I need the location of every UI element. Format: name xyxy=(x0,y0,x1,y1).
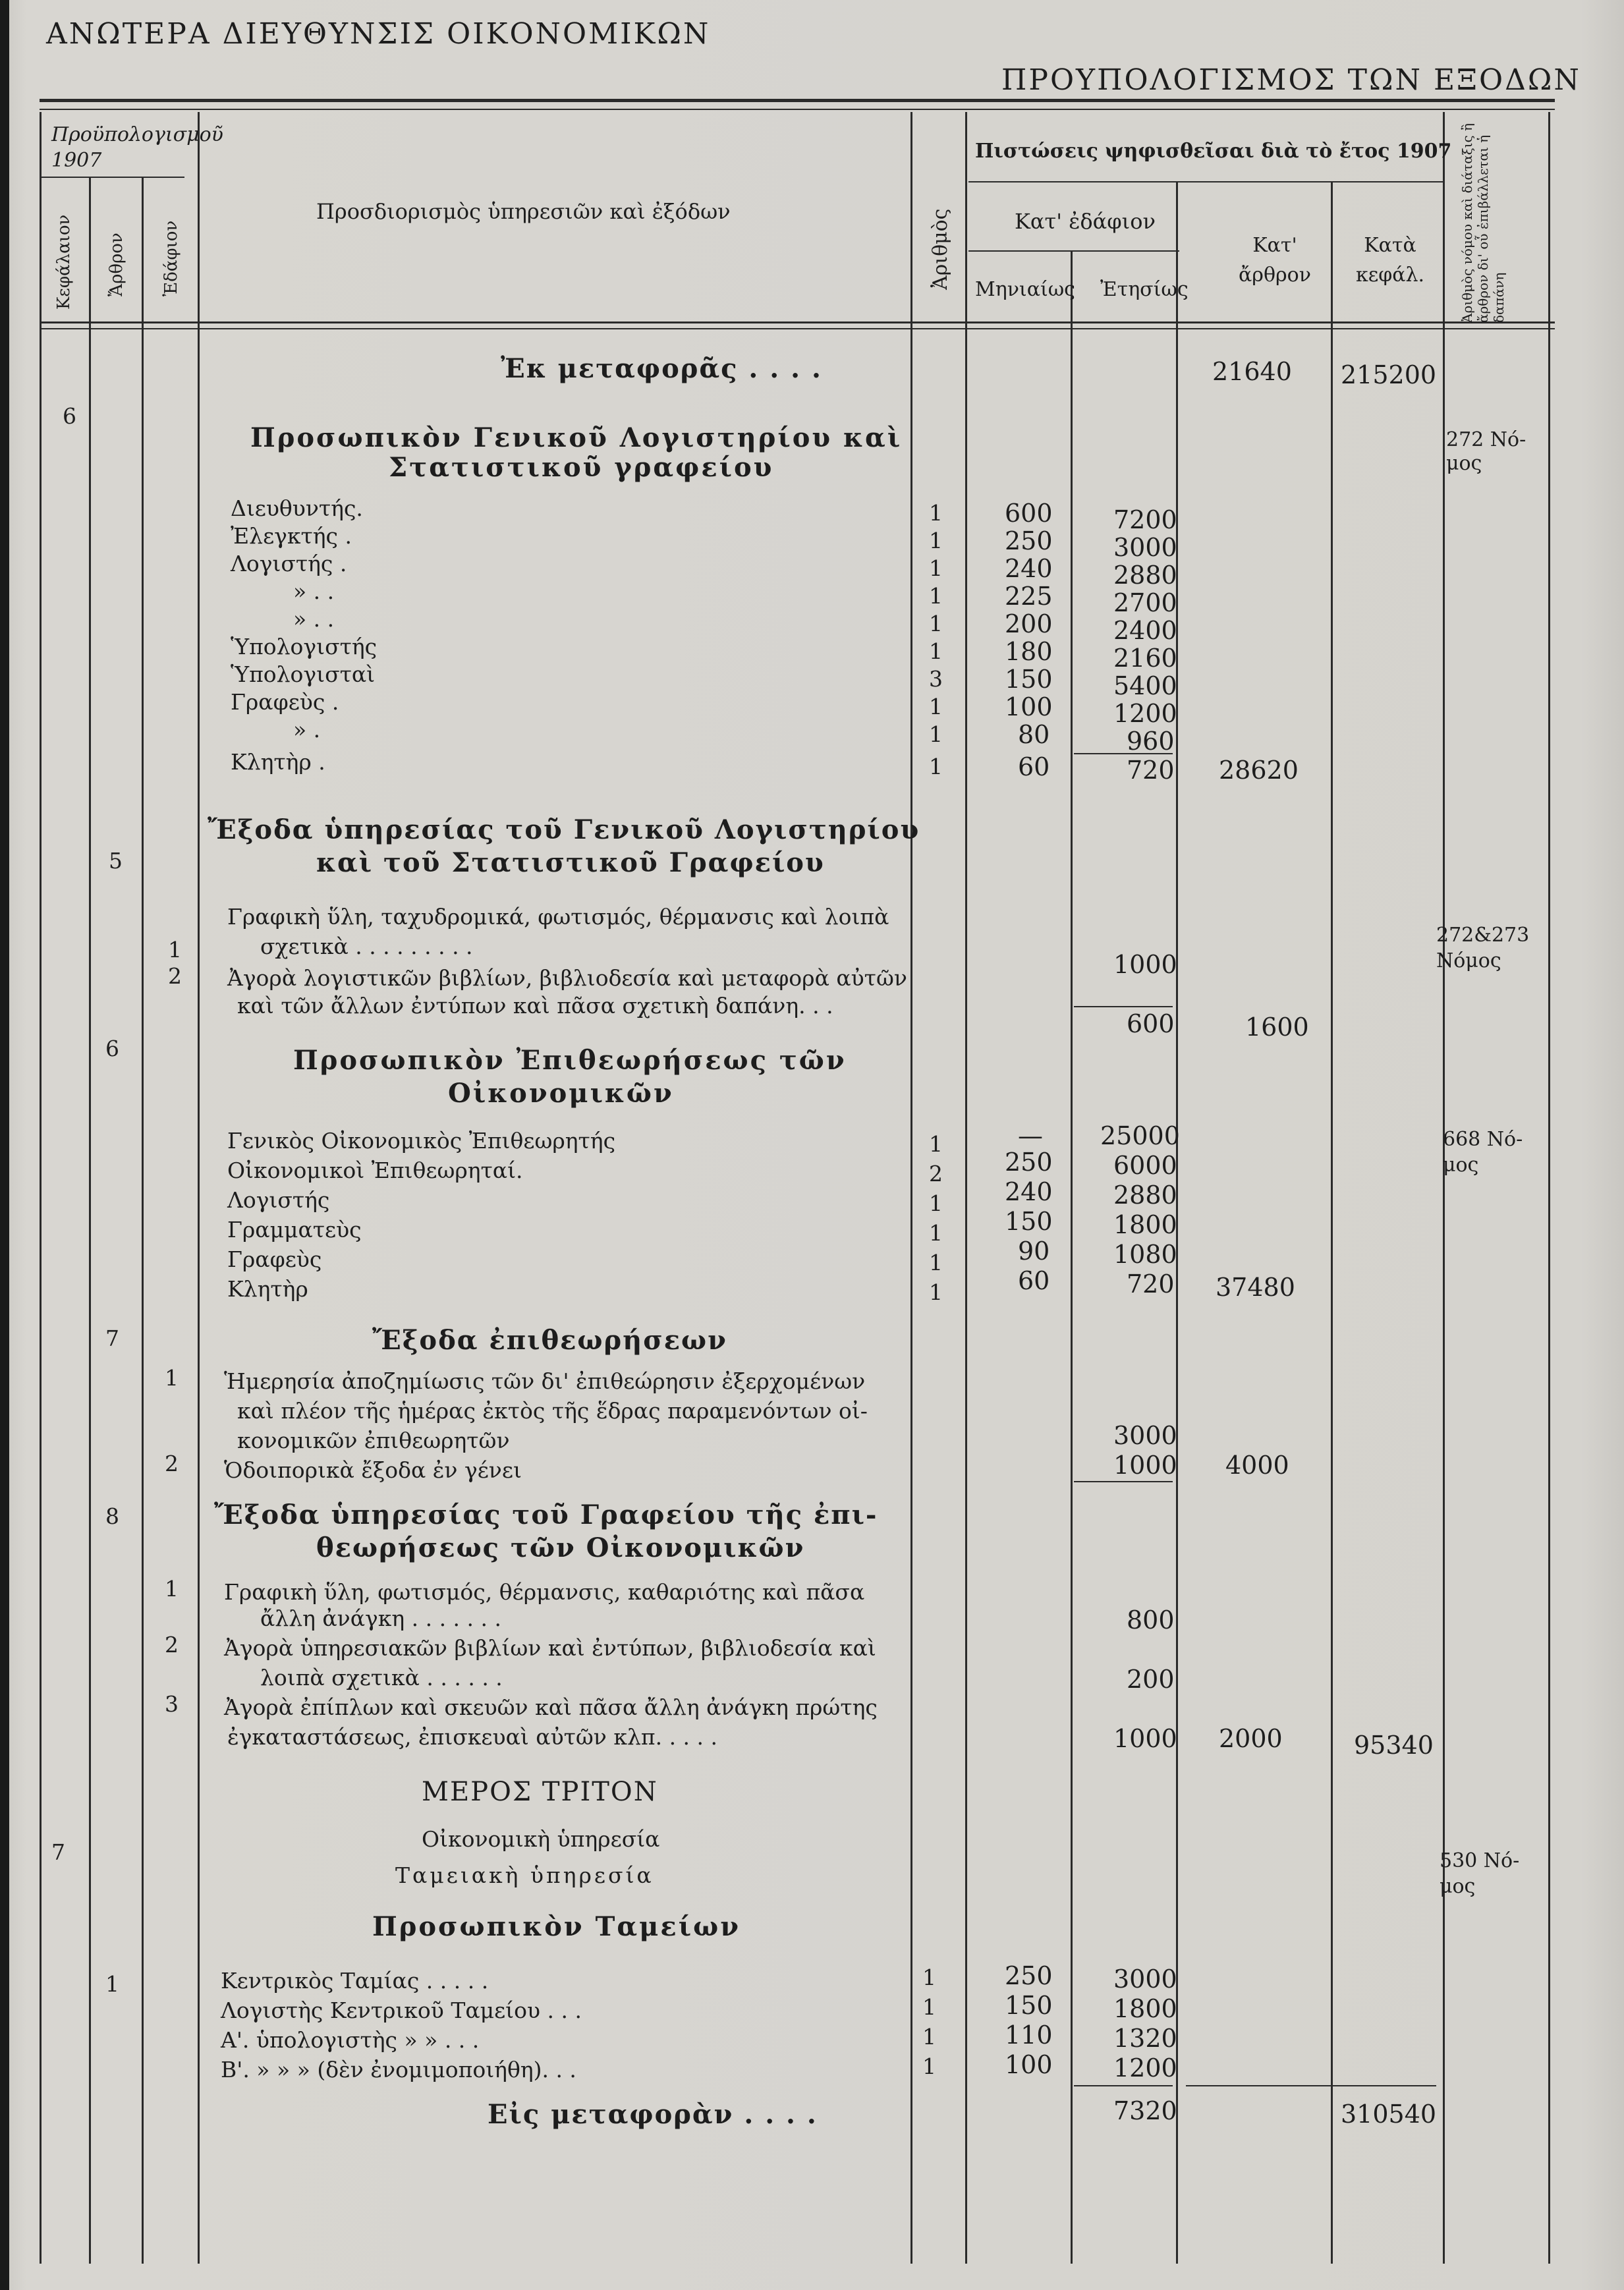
personnel-inspection-title-2: Οἰκονομικῶν xyxy=(448,1078,674,1109)
table-row-monthly: 110 xyxy=(1005,2021,1053,2050)
header-bottom-border xyxy=(40,321,1555,323)
table-row-count: 1 xyxy=(929,638,943,664)
expenses-accounting-item2-line2: καὶ τῶν ἄλλων ἐντύπων καὶ πᾶσα σχετικὴ δαπάνη. . . xyxy=(237,993,833,1019)
inspection-office-item1-yearly: 800 xyxy=(1127,1606,1175,1634)
table-row-label: Γραφεὺς . xyxy=(231,689,339,715)
table-row-count: 1 xyxy=(929,528,943,553)
inspection-office-item3-line2: ἐγκαταστάσεως, ἐπισκευαὶ αὐτῶν κλπ. . . . . xyxy=(227,1724,717,1750)
table-row-label: Οἰκονομικοὶ Ἐπιθεωρηταί. xyxy=(227,1158,523,1183)
col-line-arthron xyxy=(142,177,144,2264)
table-row-count: 1 xyxy=(929,1220,943,1246)
table-row-label: Κεντρικὸς Ταμίας . . . . . xyxy=(221,1968,489,1994)
table-row-label: Ὑπολογιστής xyxy=(231,634,378,659)
expenses-accounting-item1-ed: 1 xyxy=(168,937,182,963)
table-row-yearly: 960 xyxy=(1127,727,1175,756)
table-row-monthly: 100 xyxy=(1005,692,1053,721)
sum-rule xyxy=(1074,2085,1173,2086)
table-row-count: 1 xyxy=(929,1131,943,1157)
part-three-subsubtitle: Ταμειακὴ ὑπηρεσία xyxy=(395,1862,654,1888)
table-row-yearly: 720 xyxy=(1127,756,1175,785)
personnel-inspection-law: 668 Νό-μος xyxy=(1443,1128,1523,1177)
col-monthly: Μηνιαίως xyxy=(975,278,1075,301)
col-line-description xyxy=(910,112,912,2264)
credits-title-divider xyxy=(968,181,1443,182)
personnel-inspection-total: 37480 xyxy=(1216,1273,1295,1302)
col-credits-title: Πιστώσεις ψηφισθεῖσαι διὰ τὸ ἔτος 1907 xyxy=(975,140,1452,163)
table-row-yearly: 2880 xyxy=(1113,1181,1177,1210)
inspection-office-item3-line1: Ἀγορὰ ἐπίπλων καὶ σκευῶν καὶ πᾶσα ἄλλη ἀνάγκη πρώτης xyxy=(224,1694,878,1720)
col-kefalaion: Κεφάλαιον xyxy=(54,214,74,310)
table-row-yearly: 6000 xyxy=(1113,1151,1177,1180)
arthron-5: 5 xyxy=(109,848,123,874)
table-row-yearly: 3000 xyxy=(1113,533,1177,562)
expenses-accounting-item2-ed: 2 xyxy=(168,963,182,989)
table-row-label: Κλητὴρ xyxy=(227,1276,308,1302)
table-row-label: Γραμματεὺς xyxy=(227,1217,362,1243)
kefalaion-6: 6 xyxy=(63,403,76,429)
col-kata-kefalaion: Κατὰ κεφάλ. xyxy=(1355,234,1425,287)
inspection-expenses-total: 4000 xyxy=(1225,1451,1289,1480)
table-row-yearly: 7200 xyxy=(1113,505,1177,534)
col-line-count xyxy=(965,112,967,2264)
col-line-left xyxy=(40,112,42,2264)
table-row-monthly: 250 xyxy=(1005,526,1053,555)
table-row-yearly: 3000 xyxy=(1113,1965,1177,1994)
table-row-count: 1 xyxy=(929,583,943,609)
table-row-label: Ἐλεγκτής . xyxy=(231,523,352,549)
table-row-yearly: 1200 xyxy=(1113,2053,1177,2082)
table-row-monthly: 240 xyxy=(1005,554,1053,583)
table-row-yearly: 1800 xyxy=(1113,1210,1177,1239)
inspection-expenses-item1-line1: Ἡμερησία ἀποζημίωσις τῶν δι' ἐπιθεώρησιν ἐξερχομένων xyxy=(224,1368,866,1394)
treasury-title: Προσωπικὸν Ταμείων xyxy=(372,1911,741,1942)
table-row-yearly: 720 xyxy=(1127,1270,1175,1299)
inspection-expenses-item1-line2: καὶ πλέον τῆς ἡμέρας ἐκτὸς τῆς ἕδρας παραμενόντων οἰ- xyxy=(237,1398,868,1424)
inspection-office-item1-line1: Γραφικὴ ὕλη, φωτισμός, θέρμανσις, καθαριότης καὶ πᾶσα xyxy=(224,1579,865,1605)
table-row-label: Λογιστὴς Κεντρικοῦ Ταμείου . . . xyxy=(221,1997,582,2023)
table-row-monthly: 150 xyxy=(1005,1991,1053,2020)
table-row-monthly: 60 xyxy=(1018,1266,1050,1295)
table-row-count: 1 xyxy=(929,611,943,636)
col-prev-budget: Προϋπολογισμοῦ 1907 xyxy=(51,123,223,172)
table-row-count: 1 xyxy=(929,500,943,526)
expenses-accounting-item1-yearly: 1000 xyxy=(1113,950,1177,979)
table-row-yearly: 1320 xyxy=(1113,2024,1177,2053)
table-row-label: » . . xyxy=(293,606,335,632)
expenses-accounting-title-1: Ἔξοδα ὑπηρεσίας τοῦ Γενικοῦ Λογιστηρίου xyxy=(208,814,920,845)
table-row-monthly: 250 xyxy=(1005,1961,1053,1990)
kefalaion-total: 95340 xyxy=(1354,1731,1434,1760)
right-title: ΠΡΟΥΠΟΛΟΓΙΣΜΟΣ ΤΩΝ ΕΞΟΔΩΝ xyxy=(1001,63,1581,97)
personnel-accounting-title-1: Προσωπικὸν Γενικοῦ Λογιστηρίου καὶ xyxy=(250,422,903,453)
table-row-monthly: 80 xyxy=(1018,720,1050,749)
table-row-count: 1 xyxy=(929,1190,943,1216)
part-three-subtitle: Οἰκονομικὴ ὑπηρεσία xyxy=(422,1826,660,1852)
table-row-yearly: 2700 xyxy=(1113,588,1177,617)
col-arthron: Ἄρθρον xyxy=(107,233,126,296)
table-row-count: 3 xyxy=(929,666,943,692)
table-row-monthly: 250 xyxy=(1005,1148,1053,1177)
table-row-monthly: 180 xyxy=(1005,637,1053,666)
inspection-office-item1-line2: ἄλλη ἀνάγκη . . . . . . . xyxy=(260,1606,501,1631)
col-line-kefalaion-total xyxy=(1443,112,1445,2264)
col-kat-arthron: Κατ' ἄρθρον xyxy=(1239,234,1311,287)
inspection-office-item3-ed: 3 xyxy=(165,1691,179,1717)
sum-rule xyxy=(1186,2085,1436,2086)
inspection-office-title-2: θεωρήσεως τῶν Οἰκονομικῶν xyxy=(316,1532,805,1563)
inspection-office-item2-yearly: 200 xyxy=(1127,1665,1175,1694)
table-row-label: » . . xyxy=(293,578,335,604)
col-line-monthly xyxy=(1071,250,1073,2264)
table-row-monthly: 225 xyxy=(1005,582,1053,611)
table-row-label: Β'. » » » (δὲν ἐνομιμοποιήθη). . . xyxy=(221,2057,576,2082)
inspection-expenses-item2-yearly: 1000 xyxy=(1113,1451,1177,1480)
col-law: Ἀριθμὸς νόμου καὶ διάταξις ἢ ἄρθρον δι' οὗ ἐπιβάλλεται ἡ δαπάνη xyxy=(1459,123,1507,323)
table-row-yearly: 2160 xyxy=(1113,644,1177,673)
arthron-7: 7 xyxy=(105,1326,119,1351)
inspection-expenses-item2-ed: 2 xyxy=(165,1451,179,1476)
table-row-yearly: 25000 xyxy=(1100,1121,1180,1150)
inspection-expenses-item1-ed: 1 xyxy=(165,1365,179,1391)
inspection-expenses-title: Ἔξοδα ἐπιθεωρήσεων xyxy=(372,1325,727,1356)
col-line-right xyxy=(1548,112,1550,2264)
table-row-yearly: 5400 xyxy=(1113,671,1177,700)
part-three-law: 530 Νό-μος xyxy=(1440,1849,1520,1898)
inspection-office-item3-yearly: 1000 xyxy=(1113,1724,1177,1753)
expenses-accounting-item2-yearly: 600 xyxy=(1127,1009,1175,1038)
table-row-monthly: 90 xyxy=(1018,1237,1050,1266)
expenses-accounting-item2-line1: Ἀγορὰ λογιστικῶν βιβλίων, βιβλιοδεσία καὶ μεταφορὰ αὐτῶν xyxy=(227,965,907,991)
table-row-monthly: 600 xyxy=(1005,499,1053,528)
expenses-accounting-title-2: καὶ τοῦ Στατιστικοῦ Γραφείου xyxy=(316,847,825,878)
table-row-count: 1 xyxy=(922,2053,936,2079)
carry-in-label: Ἐκ μεταφορᾶς . . . . xyxy=(501,353,822,384)
arthron-8: 8 xyxy=(105,1503,119,1529)
col-line-kefalaion xyxy=(89,177,91,2264)
table-row-count: 2 xyxy=(929,1161,943,1187)
expenses-accounting-item1-line2: σχετικὰ . . . . . . . . . xyxy=(260,934,473,959)
table-row-label: Α'. ὑπολογιστὴς » » . . . xyxy=(221,2027,480,2053)
sum-rule xyxy=(1074,1481,1173,1482)
table-row-count: 1 xyxy=(922,2024,936,2050)
col-edafion: Ἐδάφιον xyxy=(161,220,181,296)
table-row-count: 1 xyxy=(929,694,943,719)
table-row-label: Γενικὸς Οἰκονομικὸς Ἐπιθεωρητής xyxy=(227,1128,616,1154)
table-row-label: Λογιστής xyxy=(227,1187,330,1213)
table-row-count: 1 xyxy=(922,1965,936,1990)
inspection-expenses-item1-yearly: 3000 xyxy=(1113,1421,1177,1450)
personnel-accounting-title-2: Στατιστικοῦ γραφείου xyxy=(389,452,774,483)
personnel-accounting-total: 28620 xyxy=(1219,756,1299,785)
table-row-count: 1 xyxy=(929,721,943,747)
prev-budget-divider xyxy=(40,177,184,178)
table-row-monthly: — xyxy=(1018,1121,1043,1150)
table-row-count: 1 xyxy=(929,1279,943,1305)
header-bottom-border-inner xyxy=(40,328,1555,329)
table-row-monthly: 240 xyxy=(1005,1177,1053,1206)
expenses-accounting-total: 1600 xyxy=(1245,1013,1309,1042)
table-row-yearly: 1200 xyxy=(1113,699,1177,728)
inspection-office-item2-line2: λοιπὰ σχετικὰ . . . . . . xyxy=(260,1665,503,1690)
col-line-edafion xyxy=(198,112,200,2264)
sum-rule xyxy=(1074,753,1173,754)
table-row-yearly: 2400 xyxy=(1113,616,1177,645)
col-line-arthron-total xyxy=(1331,181,1333,2264)
arthron-1: 1 xyxy=(105,1971,119,1997)
col-arithmos: Ἀριθμὸς xyxy=(929,208,952,290)
col-description: Προσδιορισμὸς ὑπηρεσιῶν καὶ ἐξόδων xyxy=(316,199,731,224)
table-row-yearly: 2880 xyxy=(1113,561,1177,590)
col-kat-edafion: Κατ' ἐδάφιον xyxy=(1015,209,1156,234)
table-row-monthly: 60 xyxy=(1018,752,1050,781)
table-row-yearly: 1800 xyxy=(1113,1994,1177,2023)
table-row-yearly: 1080 xyxy=(1113,1240,1177,1269)
kat-edafion-divider xyxy=(968,250,1179,252)
table-row-count: 1 xyxy=(922,1994,936,2020)
carry-in-kefalaion: 215200 xyxy=(1341,360,1437,389)
table-row-label: » . xyxy=(293,717,321,742)
inspection-office-item2-ed: 2 xyxy=(165,1632,179,1658)
inspection-office-title-1: Ἔξοδα ὑπηρεσίας τοῦ Γραφείου τῆς ἐπι- xyxy=(214,1499,878,1530)
part-three-title: ΜΕΡΟΣ ΤΡΙΤΟΝ xyxy=(422,1777,658,1807)
table-row-count: 1 xyxy=(929,754,943,779)
arthron-6: 6 xyxy=(105,1036,119,1061)
kefalaion-7: 7 xyxy=(51,1839,65,1865)
expenses-accounting-law: 272&273 Νόμος xyxy=(1436,924,1530,972)
table-row-label: Γραφεὺς xyxy=(227,1246,322,1272)
table-row-monthly: 150 xyxy=(1005,1207,1053,1236)
inspection-office-total: 2000 xyxy=(1219,1724,1283,1753)
carry-out-label: Εἰς μεταφορὰν . . . . xyxy=(488,2099,818,2130)
personnel-accounting-law: 272 Νό-μος xyxy=(1446,428,1526,475)
carry-out-arthron: 7320 xyxy=(1113,2096,1177,2125)
table-row-monthly: 150 xyxy=(1005,665,1053,694)
table-row-label: Κλητὴρ . xyxy=(231,749,325,775)
personnel-inspection-title-1: Προσωπικὸν Ἐπιθεωρήσεως τῶν xyxy=(293,1045,847,1076)
col-yearly: Ἐτησίως xyxy=(1100,278,1189,301)
carry-out-kefalaion: 310540 xyxy=(1341,2100,1437,2129)
inspection-office-item1-ed: 1 xyxy=(165,1576,179,1602)
left-title: ΑΝΩΤΕΡΑ ΔΙΕΥΘΥΝΣΙΣ ΟΙΚΟΝΟΜΙΚΩΝ xyxy=(46,17,711,51)
table-row-monthly: 200 xyxy=(1005,609,1053,638)
table-row-count: 1 xyxy=(929,555,943,581)
table-top-border-inner xyxy=(40,109,1555,110)
expenses-accounting-item1-line1: Γραφικὴ ὕλη, ταχυδρομικά, φωτισμός, θέρμανσις καὶ λοιπὰ xyxy=(227,904,889,930)
inspection-office-item2-line1: Ἀγορὰ ὑπηρεσιακῶν βιβλίων καὶ ἐντύπων, βιβλιοδεσία καὶ xyxy=(224,1635,876,1661)
table-row-monthly: 100 xyxy=(1005,2050,1053,2079)
inspection-expenses-item1-line3: κονομικῶν ἐπιθεωρητῶν xyxy=(237,1428,510,1453)
table-top-border xyxy=(40,99,1555,102)
table-row-count: 1 xyxy=(929,1250,943,1275)
table-row-label: Διευθυντής. xyxy=(231,495,363,521)
table-row-label: Λογιστής . xyxy=(231,551,347,576)
carry-in-arthron: 21640 xyxy=(1212,357,1292,386)
sum-rule xyxy=(1074,1006,1173,1007)
table-row-label: Ὑπολογισταὶ xyxy=(231,661,376,687)
inspection-expenses-item2-line1: Ὁδοιπορικὰ ἔξοδα ἐν γένει xyxy=(224,1457,522,1483)
